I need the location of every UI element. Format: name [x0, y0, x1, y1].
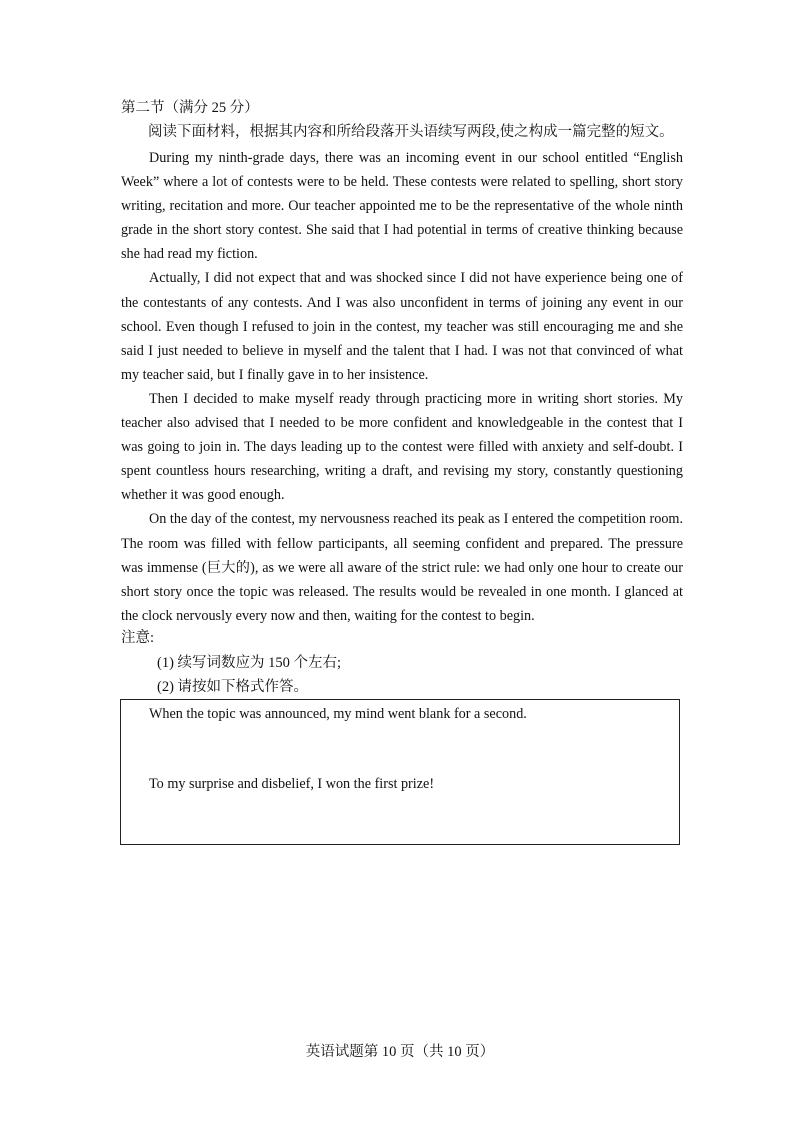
- passage-paragraph-2: Actually, I did not expect that and was shocked since I did not have experience being one of the contestants of any contests. And I was also unconfident in terms of joining any event in our school. Even though I refused to join in the contest, my teacher was still encouraging me and she said I just needed to believe in myself and the talent that I had. I was not that convinced of what my teacher said, but I finally gave in to her insistence.: [121, 270, 683, 383]
- section-instruction: 阅读下面材料，根据其内容和所给段落开头语续写两段,使之构成一篇完整的短文。: [148, 124, 674, 140]
- answer-box: [120, 699, 680, 845]
- passage-paragraph-1: During my ninth-grade days, there was an incoming event in our school entitled “English Week” where a lot of contests were to be held. These contests were related to spelling, short story writing, recitation and more. Our teacher appointed me to be the representative of the whole ninth grade in the short story contest. She said that I had potential in terms of creative thinking because she had read my fiction.: [121, 150, 683, 263]
- note-item-word-count: (1) 续写词数应为 150 个左右;: [157, 655, 342, 671]
- reading-passage: [121, 146, 683, 628]
- page-footer: 英语试题第 10 页（共 10 页）: [305, 1044, 495, 1060]
- section-title: 第二节（满分 25 分）: [121, 100, 259, 116]
- paragraph-opening-1: When the topic was announced, my mind went blank for a second.: [149, 706, 527, 722]
- note-item-format: (2) 请按如下格式作答。: [157, 679, 309, 695]
- passage-paragraph-3: Then I decided to make myself ready through practicing more in writing short stories. My teacher also advised that I needed to be more confident and knowledgeable in the contest that I was going to join in. The days leading up to the contest were filled with anxiety and self-doubt. I spent countless hours researching, writing a draft, and revising my story, constantly questioning whether it was good enough.: [121, 390, 683, 504]
- passage-paragraph-4: On the day of the contest, my nervousness reached its peak as I entered the competition room. The room was filled with fellow participants, all seeming confident and prepared. The pressure was immense (巨大的), as we were all aware of the strict rule: we had only one hour to create our short story once the topic was released. The results would be revealed in one month. I glanced at the clock nervously every now and then, waiting for the contest to begin.: [121, 511, 683, 624]
- paragraph-opening-2: To my surprise and disbelief, I won the first prize!: [149, 776, 435, 792]
- notes-label: 注意:: [121, 630, 155, 646]
